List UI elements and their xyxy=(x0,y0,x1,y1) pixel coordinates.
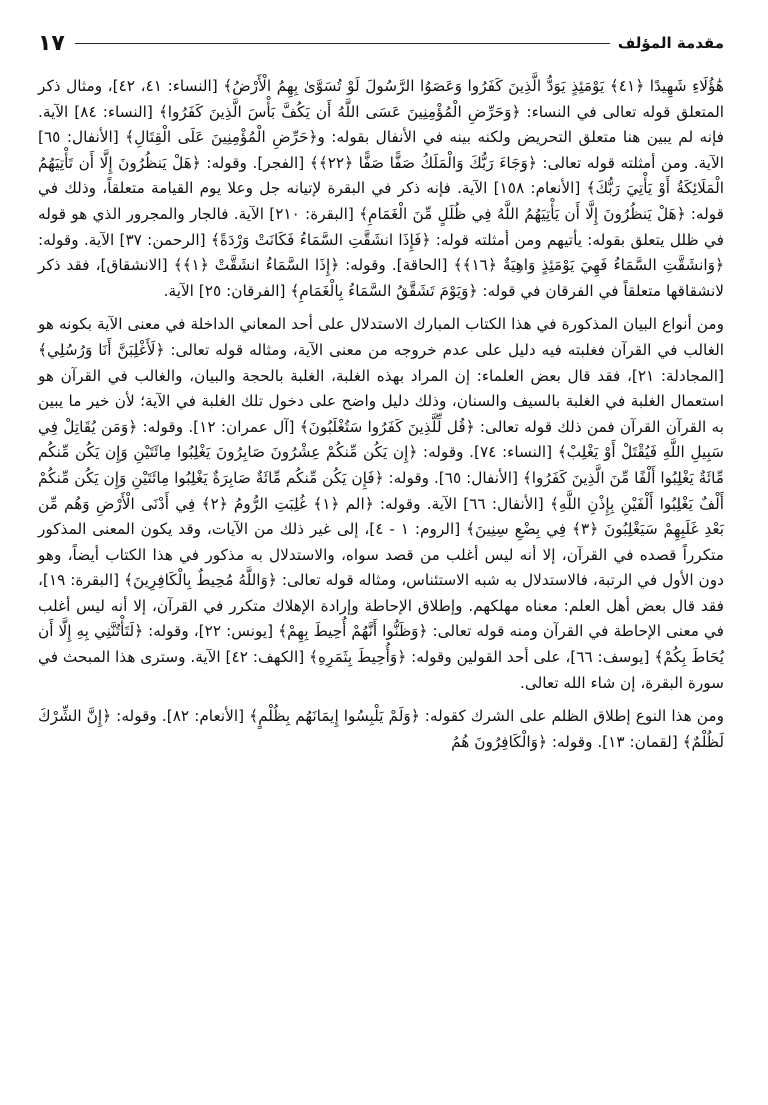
running-title: مقدمة المؤلف xyxy=(617,34,724,52)
page-body xyxy=(38,74,724,755)
page-header xyxy=(38,28,724,58)
page-number: ١٧ xyxy=(38,30,65,56)
paragraph-2: ومن أنواع البيان المذكورة في هذا الكتاب المبارك الاستدلال على أحد المعاني الداخلة في معنى الآية بكونه هو الغالب في القرآن فغلبته فيه دليل على عدم خروجه من معنى الآية، ومثاله قوله تعالى: ﴿لَأَغْلِبَنَّ أَنَا وَرُسُلِي﴾ [المجادلة: ٢١]، فقد قال بعض العلماء: إن المراد بهذه الغلبة، الغلبة بالحجة والبيان، والغالب في القرآن هو استعمال الغلبة في الغلبة بالسيف والسنان، وذلك دليل واضح على دخول تلك الغلبة في الآية؛ لأن خير ما يبين به القرآن القرآن فمن ذلك قوله تعالى: ﴿قُل لِّلَّذِينَ كَفَرُوا سَتُغْلَبُونَ﴾ [آل عمران: ١٢]. وقوله: ﴿وَمَن يُقَاتِلْ فِي سَبِيلِ اللَّهِ فَيُقْتَلْ أَوْ يَغْلِبْ﴾ [النساء: ٧٤]. وقوله: ﴿إِن يَكُن مِّنكُمْ عِشْرُونَ صَابِرُونَ يَغْلِبُوا مِائَتَيْنِ وَإِن يَكُن مِّنكُم مِّائَةٌ يَغْلِبُوا أَلْفًا مِّنَ الَّذِينَ كَفَرُوا﴾ [الأنفال: ٦٥]. وقوله: ﴿فَإِن يَكُن مِّنكُم مِّائَةٌ صَابِرَةٌ يَغْلِبُوا مِائَتَيْنِ وَإِن يَكُن مِّنكُمْ أَلْفٌ يَغْلِبُوا أَلْفَيْنِ بِإِذْنِ اللَّهِ﴾ [الأنفال: ٦٦] الآية. وقوله: ﴿الم ﴿١﴾ غُلِبَتِ الرُّومُ ﴿٢﴾ فِي أَدْنَى الْأَرْضِ وَهُم مِّن بَعْدِ غَلَبِهِمْ سَيَغْلِبُونَ ﴿٣﴾ فِي بِضْعِ سِنِينَ﴾ [الروم: ١ - ٤]، إلى غير ذلك من الآيات، وقد يكون المعنى المذكور متكرراً قصده في القرآن، إلا أنه ليس أغلب من قصد سواه، والاستدلال به مذكور في هذا الكتاب أيضاً، وهو دون الأول في الرتبة، فالاستدلال به شبه الاستئناس، ومثاله قوله تعالى: ﴿وَاللَّهُ مُحِيطٌ بِالْكَافِرِينَ﴾ [البقرة: ١٩]، فقد قال بعض أهل العلم: معناه مهلكهم. وإطلاق الإحاطة وإرادة الإهلاك متكرر في القرآن، إلا أنه ليس أغلب في معنى الإحاطة في القرآن ومنه قوله تعالى: ﴿وَظَنُّوا أَنَّهُمْ أُحِيطَ بِهِمْ﴾ [يونس: ٢٢]، وقوله: ﴿لَتَأْتُنَّنِي بِهِ إِلَّا أَن يُحَاطَ بِكُمْ﴾ [يوسف: ٦٦]، على أحد القولين وقوله: ﴿وَأُحِيطَ بِثَمَرِهِ﴾ [الكهف: ٤٢] الآية. وسترى هذا المبحث في سورة البقرة، إن شاء الله تعالى. xyxy=(38,315,725,692)
paragraph-1: هَٰؤُلَاءِ شَهِيدًا ﴿٤١﴾ يَوْمَئِذٍ يَوَدُّ الَّذِينَ كَفَرُوا وَعَصَوُا الرَّسُولَ لَوْ تُسَوَّىٰ بِهِمُ الْأَرْضُ﴾ [النساء: ٤١، ٤٢]، ومثال ذكر المتعلق قوله تعالى في النساء: ﴿وَحَرِّضِ الْمُؤْمِنِينَ عَسَى اللَّهُ أَن يَكُفَّ بَأْسَ الَّذِينَ كَفَرُوا﴾ [النساء: ٨٤] الآية. فإنه لم يبين هنا متعلق التحريض ولكنه بينه في الأنفال بقوله: و﴿حَرِّضِ الْمُؤْمِنِينَ عَلَى الْقِتَالِ﴾ [الأنفال: ٦٥] الآية. ومن أمثلته قوله تعالى: ﴿وَجَاءَ رَبُّكَ وَالْمَلَكُ صَفًّا صَفًّا ﴿٢٢﴾﴾ [الفجر]. وقوله: ﴿هَلْ يَنظُرُونَ إِلَّا أَن تَأْتِيَهُمُ الْمَلَائِكَةُ أَوْ يَأْتِيَ رَبُّكَ﴾ [الأنعام: ١٥٨] الآية. فإنه ذكر في البقرة لإتيانه جل وعلا يوم القيامة متعلقاً، وذلك في قوله: ﴿هَلْ يَنظُرُونَ إِلَّا أَن يَأْتِيَهُمُ اللَّهُ فِي ظُلَلٍ مِّنَ الْغَمَامِ﴾ [البقرة: ٢١٠] الآية. فالجار والمجرور الذي هو قوله في ظلل يتعلق بقوله: يأتيهم ومن أمثلته قوله: ﴿فَإِذَا انشَقَّتِ السَّمَاءُ فَكَانَتْ وَرْدَةً﴾ [الرحمن: ٣٧] الآية. وقوله: ﴿وَانشَقَّتِ السَّمَاءُ فَهِيَ يَوْمَئِذٍ وَاهِيَةٌ ﴿١٦﴾﴾ [الحاقة]. وقوله: ﴿إِذَا السَّمَاءُ انشَقَّتْ ﴿١﴾﴾ [الانشقاق]، فقد ذكر لانشقاقها متعلقاً في الفرقان في قوله: ﴿وَيَوْمَ تَشَقَّقُ السَّمَاءُ بِالْغَمَامِ﴾ [الفرقان: ٢٥] الآية. xyxy=(38,77,724,300)
header-rule xyxy=(75,43,610,44)
paragraph-3: ومن هذا النوع إطلاق الظلم على الشرك كقوله: ﴿وَلَمْ يَلْبِسُوا إِيمَانَهُم بِظُلْمٍ﴾ [الأنعام: ٨٢]. وقوله: ﴿إِنَّ الشِّرْكَ لَظُلْمٌ﴾ [لقمان: ١٣]. وقوله: ﴿وَالْكَافِرُونَ هُمُ xyxy=(38,707,724,751)
